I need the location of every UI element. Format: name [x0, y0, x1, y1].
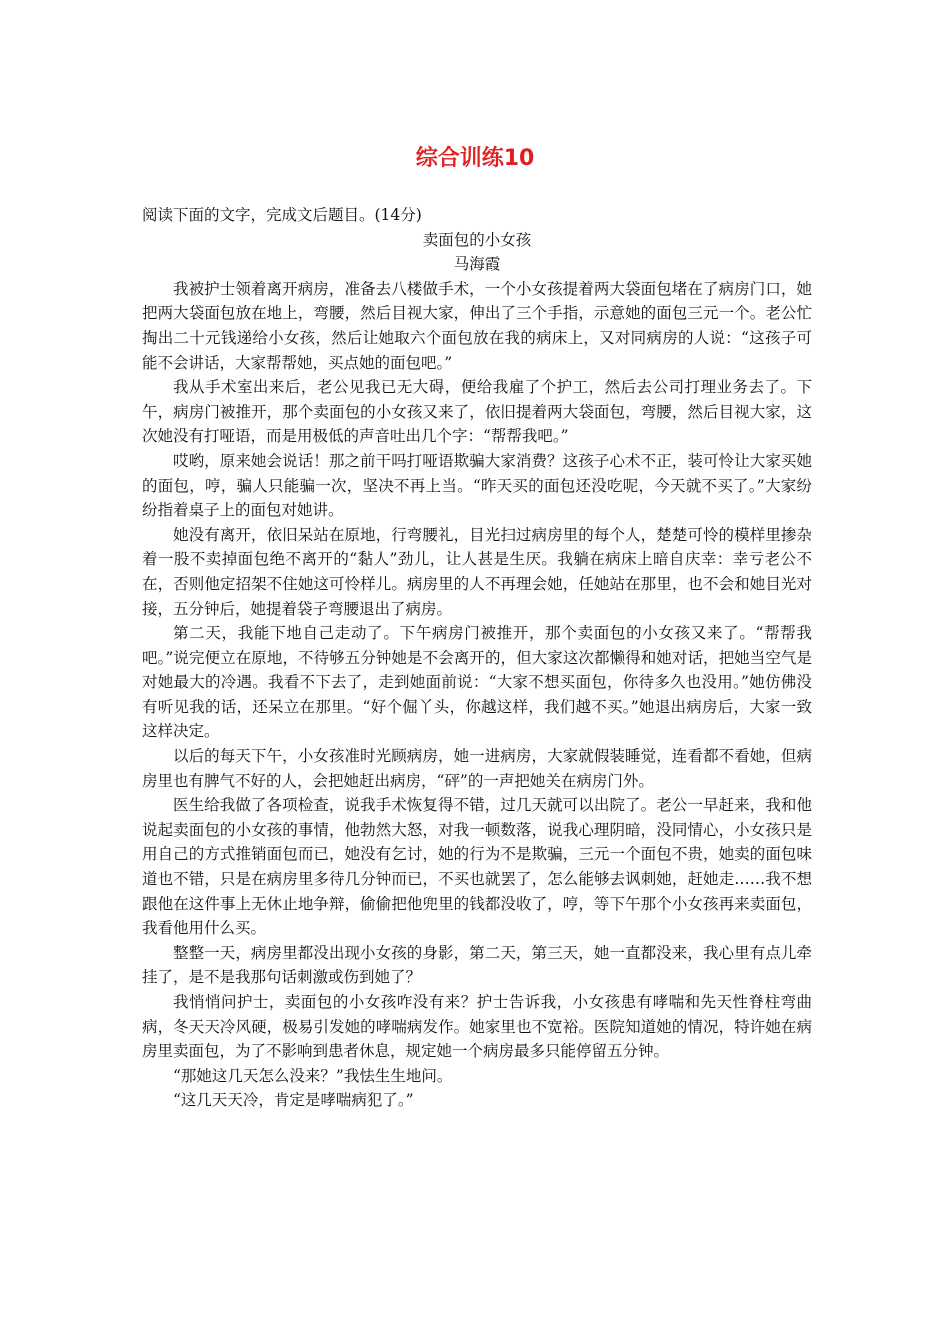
paragraph: 整整一天，病房里都没出现小女孩的身影，第二天，第三天，她一直都没来，我心里有点儿牵挂了，是不是我那句话刺激或伤到她了？	[142, 943, 812, 987]
paragraph: “那她这几天怎么没来？”我怯生生地问。	[173, 1066, 453, 1085]
instruction-text: 阅读下面的文字，完成文后题目。(14分)	[142, 206, 422, 224]
paragraph: 我被护士领着离开病房，准备去八楼做手术，一个小女孩提着两大袋面包堵在了病房门口，她把两大袋面包放在地上，弯腰，然后目视大家，伸出了三个手指，示意她的面包三元一个。老公忙掏出二十元钱递给小女孩，然后让她取六个面包放在我的病床上，又对同病房的人说：“这孩子可能不会讲话，大家帮帮她，买点她的面包吧。”	[142, 279, 812, 372]
paragraph: 我悄悄问护士，卖面包的小女孩咋没有来？护士告诉我，小女孩患有哮喘和先天性脊柱弯曲病，冬天天冷风硬，极易引发她的哮喘病发作。她家里也不宽裕。医院知道她的情况，特许她在病房里卖面包，为了不影响到患者休息，规定她一个病房最多只能停留五分钟。	[142, 993, 812, 1061]
paragraph: 第二天，我能下地自己走动了。下午病房门被推开，那个卖面包的小女孩又来了。“帮帮我吧。”说完便立在原地，不待够五分钟她是不会离开的，但大家这次都懒得和她对话，把她当空气是对她最大的冷遇。我看不下去了，走到她面前说：“大家不想买面包，你待多久也没用。”她仿佛没有听见我的话，还呆立在那里。“好个倔丫头，你越这样，我们越不买。”她退出病房后，大家一致这样决定。	[142, 624, 812, 741]
document-body	[142, 203, 812, 1113]
paragraph: “这几天天冷，肯定是哮喘病犯了。”	[173, 1091, 414, 1110]
page-title: 综合训练10	[415, 146, 535, 171]
paragraph: 她没有离开，依旧呆站在原地，行弯腰礼，目光扫过病房里的每个人，楚楚可怜的模样里掺杂着一股不卖掉面包绝不离开的“黏人”劲儿，让人甚是生厌。我躺在病床上暗自庆幸：幸亏老公不在，否则他定招架不住她这可怜样儿。病房里的人不再理会她，任她站在那里，也不会和她目光对接，五分钟后，她提着袋子弯腰退出了病房。	[142, 525, 812, 618]
paragraph: 以后的每天下午，小女孩准时光顾病房，她一进病房，大家就假装睡觉，连看都不看她，但病房里也有脾气不好的人，会把她赶出病房，“砰”的一声把她关在病房门外。	[142, 747, 812, 790]
paragraph: 哎哟，原来她会说话！那之前干吗打哑语欺骗大家消费？这孩子心术不正，装可怜让大家买她的面包，哼，骗人只能骗一次，坚决不再上当。“昨天买的面包还没吃呢，今天就不买了。”大家纷纷指着桌子上的面包对她讲。	[142, 451, 812, 520]
story-author: 马海霞	[453, 255, 501, 274]
story-title: 卖面包的小女孩	[422, 230, 532, 249]
paragraph: 医生给我做了各项检查，说我手术恢复得不错，过几天就可以出院了。老公一早赶来，我和他说起卖面包的小女孩的事情，他勃然大怒，对我一顿数落，说我心理阴暗，没同情心，小女孩只是用自己的方式推销面包而已，她没有乞讨，她的行为不是欺骗，三元一个面包不贵，她卖的面包味道也不错，只是在病房里多待几分钟而已，不买也就罢了，怎么能够去讽刺她，赶她走……我不想跟他在这件事上无休止地争辩，偷偷把他兜里的钱都没收了，哼，等下午那个小女孩再来卖面包，我看他用什么买。	[142, 796, 812, 938]
paragraph: 我从手术室出来后，老公见我已无大碍，便给我雇了个护工，然后去公司打理业务去了。下午，病房门被推开，那个卖面包的小女孩又来了，依旧提着两大袋面包，弯腰，然后目视大家，这次她没有打哑语，而是用极低的声音吐出几个字：“帮帮我吧。”	[142, 378, 812, 446]
